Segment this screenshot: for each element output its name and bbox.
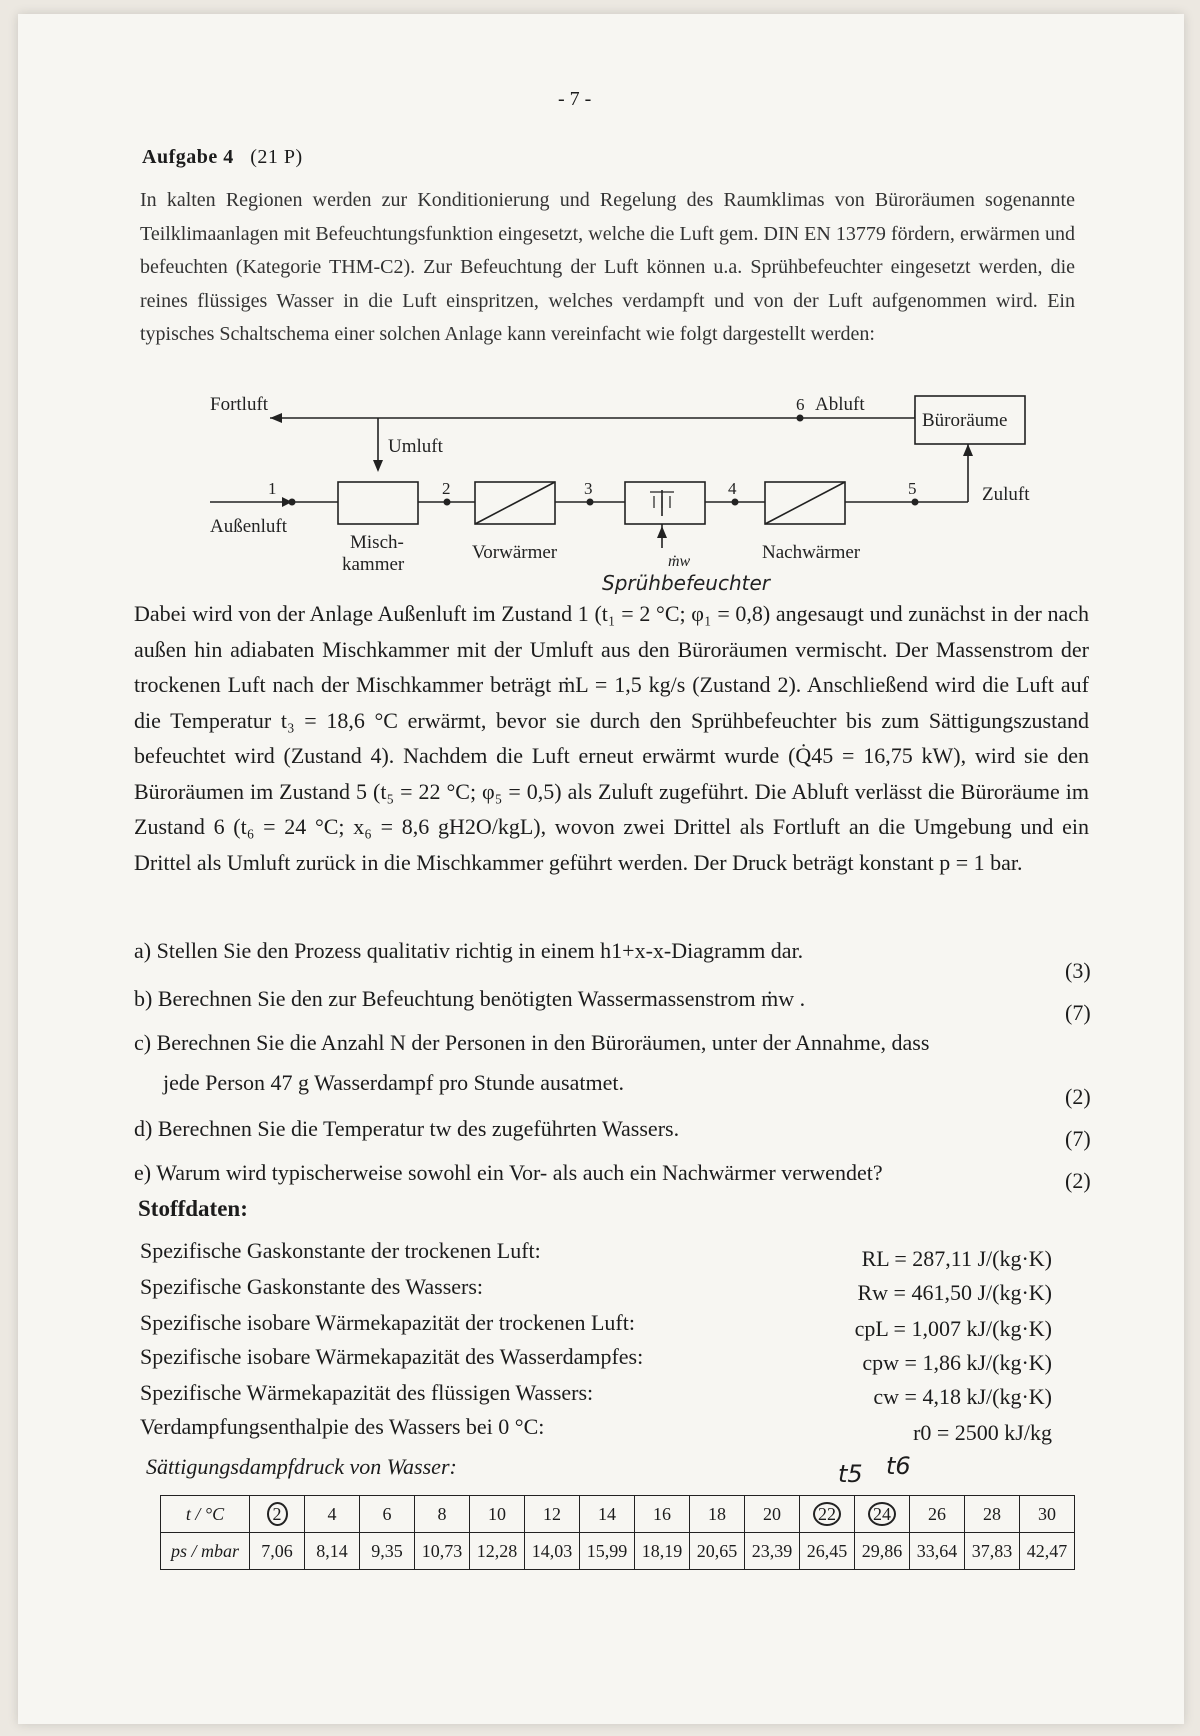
state-label-4: 4 xyxy=(728,479,737,498)
p-cell: 20,65 xyxy=(690,1533,745,1570)
question-a-points: (3) xyxy=(1065,958,1091,983)
t-cell: 20 xyxy=(745,1496,800,1533)
t-cell: 22 xyxy=(800,1496,855,1533)
task-points: (21 P) xyxy=(250,146,303,168)
label-bueroraeume: Büroräume xyxy=(922,410,1008,431)
t-cell: 2 xyxy=(250,1496,305,1533)
spruehbefeuchter-box xyxy=(625,482,705,524)
state-point-3 xyxy=(587,499,594,506)
t-cell: 6 xyxy=(360,1496,415,1533)
prop-value-r0: r0 = 2500 kJ/kg xyxy=(913,1420,1052,1445)
t-cell: 10 xyxy=(470,1496,525,1533)
t-cell: 4 xyxy=(305,1496,360,1533)
page-number: - 7 - xyxy=(558,88,592,110)
t-cell: 26 xyxy=(910,1496,965,1533)
zuluft-arrow xyxy=(963,444,973,456)
body-paragraph: Dabei wird von der Anlage Außenluft im Zustand 1 (t₁ = 2 °C; φ₁ = 0,8) angesaugt und zunächst in der nach außen hin adiabaten Mischkammer mit der Umluft aus den Büroräumen vermischt. Der Massenstrom der trockenen Luft nach der Mischkammer beträgt ṁL = 1,5 kg/s (Zustand 2). Anschließend wird die Luft auf die Temperatur t₃ = 18,6 °C erwärmt, bevor sie durch den Sprühbefeuchter bis zum Sättigungszustand befeuchtet wird (Zustand 4). Nachdem die Luft erneut erwärmt wurde (Q̇45 = 16,75 kW), wird sie den Büroräumen im Zustand 5 (t₅ = 22 °C; φ₅ = 0,5) als Zuluft zugeführt. Die Abluft verlässt die Büroräume im Zustand 6 (t₆ = 24 °C; x₆ = 8,6 gH2O/kgL), wovon zwei Drittel als Fortluft an die Umgebung und ein Drittel als Umluft zurück in die Mischkammer geführt werden. Der Druck beträgt konstant p = 1 bar. xyxy=(134,601,1089,875)
p-cell: 15,99 xyxy=(580,1533,635,1570)
p-cell: 26,45 xyxy=(800,1533,855,1570)
t-cell: 28 xyxy=(965,1496,1020,1533)
p-cell: 14,03 xyxy=(525,1533,580,1570)
state-point-4 xyxy=(732,499,739,506)
p-cell: 18,19 xyxy=(635,1533,690,1570)
p-cell: 12,28 xyxy=(470,1533,525,1570)
handwritten-t5: t5 xyxy=(838,1460,863,1488)
label-abluft: Abluft xyxy=(815,394,865,415)
task-title: Aufgabe 4 xyxy=(142,146,234,168)
question-d-points: (7) xyxy=(1065,1126,1091,1151)
handwritten-t6: t6 xyxy=(886,1452,911,1480)
intro-paragraph: In kalten Regionen werden zur Konditionierung und Regelung des Raumklimas von Büroräumen sogenannte Teilklimaanlagen mit Befeuchtungsfunktion eingesetzt, welche die Luft gem. DIN EN 13779 fördern, erwärmen und befeuchten (Kategorie THM-C2). Zur Befeuchtung der Luft können u.a. Sprühbefeuchter eingesetzt werden, die reines flüssiges Wasser in die Luft einspritzen, welches verdampft und von der Luft aufgenommen wird. Ein typisches Schaltschema einer solchen Anlage kann vereinfacht wie folgt dargestellt werden: xyxy=(140,189,1075,345)
schematic-components xyxy=(210,390,1060,595)
label-nachwaermer: Nachwärmer xyxy=(762,542,861,563)
state-label-3: 3 xyxy=(584,479,593,498)
t-cell: 16 xyxy=(635,1496,690,1533)
question-c-points: (2) xyxy=(1065,1084,1091,1109)
saturation-title: Sättigungsdampfdruck von Wasser: xyxy=(146,1454,457,1479)
label-fortluft: Fortluft xyxy=(210,394,269,415)
state-point-6 xyxy=(797,415,804,422)
question-b-points: (7) xyxy=(1065,1000,1091,1025)
p-cell: 23,39 xyxy=(745,1533,800,1570)
prop-label-rw: Spezifische Gaskonstante des Wassers: xyxy=(140,1274,484,1299)
label-mischkammer-2: kammer xyxy=(342,554,405,575)
mischkammer-box xyxy=(338,482,418,524)
row-label-p: ps / mbar xyxy=(161,1533,250,1570)
p-cell: 10,73 xyxy=(415,1533,470,1570)
state-point-2 xyxy=(444,499,451,506)
p-cell: 29,86 xyxy=(855,1533,910,1570)
p-cell: 9,35 xyxy=(360,1533,415,1570)
p-cell: 42,47 xyxy=(1020,1533,1075,1570)
p-cell: 8,14 xyxy=(305,1533,360,1570)
label-umluft: Umluft xyxy=(388,436,443,457)
t-cell: 18 xyxy=(690,1496,745,1533)
prop-value-cw: cw = 4,18 kJ/(kg·K) xyxy=(873,1384,1052,1409)
question-c: c) Berechnen Sie die Anzahl N der Personen in den Büroräumen, unter der Annahme, dass xyxy=(134,1030,930,1055)
prop-label-r0: Verdampfungsenthalpie des Wassers bei 0 °C: xyxy=(140,1414,545,1439)
prop-label-cpw: Spezifische isobare Wärmekapazität des Wasserdampfes: xyxy=(140,1344,644,1369)
t-cell: 30 xyxy=(1020,1496,1075,1533)
fortluft-arrow xyxy=(270,413,282,423)
saturation-table xyxy=(160,1495,1075,1570)
t-cell: 24 xyxy=(855,1496,910,1533)
water-inlet-arrow xyxy=(657,526,667,538)
prop-value-rl: RL = 287,11 J/(kg·K) xyxy=(861,1246,1052,1271)
table-row xyxy=(161,1533,1075,1570)
state-label-2: 2 xyxy=(442,479,451,498)
question-b: b) Berechnen Sie den zur Befeuchtung benötigten Wassermassenstrom ṁw . xyxy=(134,986,806,1011)
umluft-arrow xyxy=(373,460,383,472)
p-cell: 33,64 xyxy=(910,1533,965,1570)
row-label-t: t / °C xyxy=(161,1496,250,1533)
label-aussenluft: Außenluft xyxy=(210,516,288,537)
state-point-5 xyxy=(912,499,919,506)
prop-label-cpl: Spezifische isobare Wärmekapazität der trockenen Luft: xyxy=(140,1310,635,1335)
state-point-1 xyxy=(289,499,296,506)
stoffdaten-title: Stoffdaten: xyxy=(138,1196,248,1221)
label-mischkammer-1: Misch- xyxy=(350,532,404,553)
question-c-continued: jede Person 47 g Wasserdampf pro Stunde ausatmet. xyxy=(163,1070,624,1095)
table-row xyxy=(161,1496,1075,1533)
prop-value-rw: Rw = 461,50 J/(kg·K) xyxy=(857,1280,1052,1305)
state-label-1: 1 xyxy=(268,479,277,498)
prop-label-cw: Spezifische Wärmekapazität des flüssigen Wassers: xyxy=(140,1380,594,1405)
state-label-5: 5 xyxy=(908,479,917,498)
prop-value-cpl: cpL = 1,007 kJ/(kg·K) xyxy=(854,1316,1052,1341)
prop-label-rl: Spezifische Gaskonstante der trockenen Luft: xyxy=(140,1238,541,1263)
label-vorwaermer: Vorwärmer xyxy=(472,542,558,563)
state-label-6: 6 xyxy=(796,395,805,414)
question-e: e) Warum wird typischerweise sowohl ein Vor- als auch ein Nachwärmer verwendet? xyxy=(134,1160,883,1185)
task-heading xyxy=(142,146,303,169)
p-cell: 37,83 xyxy=(965,1533,1020,1570)
label-zuluft: Zuluft xyxy=(982,484,1030,505)
t-cell: 12 xyxy=(525,1496,580,1533)
question-e-points: (2) xyxy=(1065,1168,1091,1193)
prop-value-cpw: cpw = 1,86 kJ/(kg·K) xyxy=(862,1350,1052,1375)
t-cell: 14 xyxy=(580,1496,635,1533)
question-a: a) Stellen Sie den Prozess qualitativ richtig in einem h1+x-x-Diagramm dar. xyxy=(134,938,804,963)
t-cell: 8 xyxy=(415,1496,470,1533)
label-m-w: ṁw xyxy=(668,553,691,570)
p-cell: 7,06 xyxy=(250,1533,305,1570)
handwritten-spruehbefeuchter: Sprühbefeuchter xyxy=(602,571,771,595)
question-d: d) Berechnen Sie die Temperatur tw des zugeführten Wassers. xyxy=(134,1116,680,1141)
